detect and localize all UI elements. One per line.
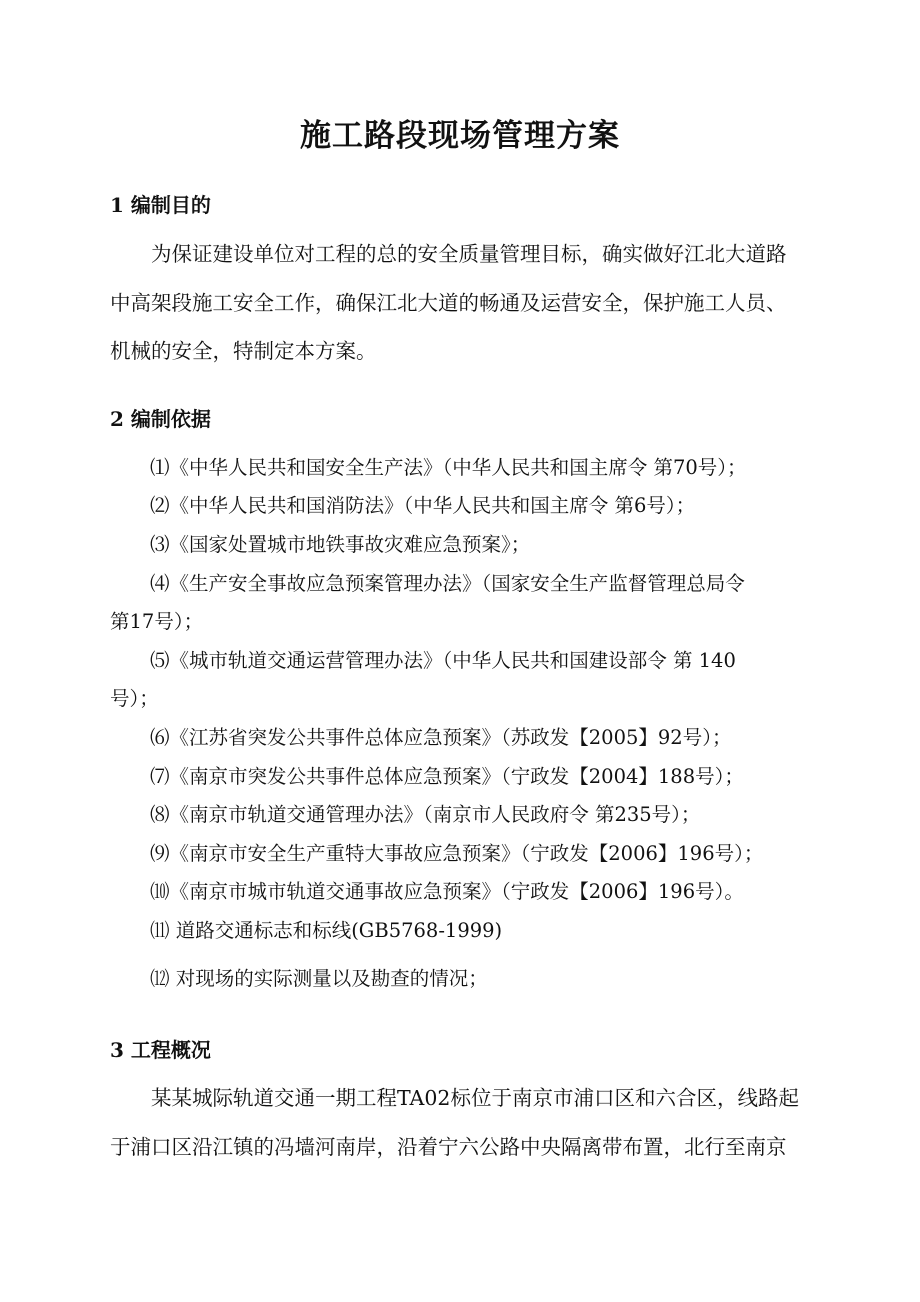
document-title: 施工路段现场管理方案 — [300, 118, 620, 154]
reference-item-1: ⑴《中华人民共和国安全生产法》（中华人民共和国主席令 第70号）； — [150, 456, 747, 479]
section-1-line-3: 机械的安全，特制定本方案。 — [110, 339, 377, 363]
reference-item-4-cont: 第17号）； — [110, 610, 204, 633]
reference-item-3: ⑶《国家处置城市地铁事故灾难应急预案》； — [150, 533, 531, 556]
section-3-line-2: 于浦口区沿江镇的冯墙河南岸，沿着宁六公路中央隔离带布置，北行至南京 — [110, 1135, 787, 1159]
reference-item-6: ⑹《江苏省突发公共事件总体应急预案》（苏政发【2005】92号）； — [150, 726, 732, 749]
section-3-heading: 3 工程概况 — [110, 1038, 211, 1062]
section-1-line-2: 中高架段施工安全工作，确保江北大道的畅通及运营安全，保护施工人员、 — [110, 291, 787, 315]
reference-item-7: ⑺《南京市突发公共事件总体应急预案》（宁政发【2004】188号）； — [150, 765, 744, 788]
reference-item-5-cont: 号）； — [110, 687, 159, 710]
section-3-line-1: 某某城际轨道交通一期工程TA02标位于南京市浦口区和六合区，线路起 — [151, 1086, 799, 1110]
section-1-heading: 1 编制目的 — [110, 193, 211, 217]
reference-item-12: ⑿ 对现场的实际测量以及勘查的情况； — [150, 967, 488, 990]
section-2-heading: 2 编制依据 — [110, 407, 211, 431]
reference-item-10: ⑽《南京市城市轨道交通事故应急预案》（宁政发【2006】196号）。 — [150, 880, 744, 903]
reference-item-5: ⑸《城市轨道交通运营管理办法》（中华人民共和国建设部令 第 140 — [150, 649, 736, 672]
reference-item-9: ⑼《南京市安全生产重特大事故应急预案》（宁政发【2006】196号）； — [150, 842, 764, 865]
reference-item-8: ⑻《南京市轨道交通管理办法》（南京市人民政府令 第235号）； — [150, 803, 701, 826]
section-1-line-1: 为保证建设单位对工程的总的安全质量管理目标，确实做好江北大道路 — [151, 242, 787, 266]
reference-item-11: ⑾ 道路交通标志和标线(GB5768-1999) — [150, 919, 503, 942]
reference-item-4: ⑷《生产安全事故应急预案管理办法》（国家安全生产监督管理总局令 — [150, 572, 745, 595]
reference-item-2: ⑵《中华人民共和国消防法》（中华人民共和国主席令 第6号）； — [150, 494, 696, 517]
